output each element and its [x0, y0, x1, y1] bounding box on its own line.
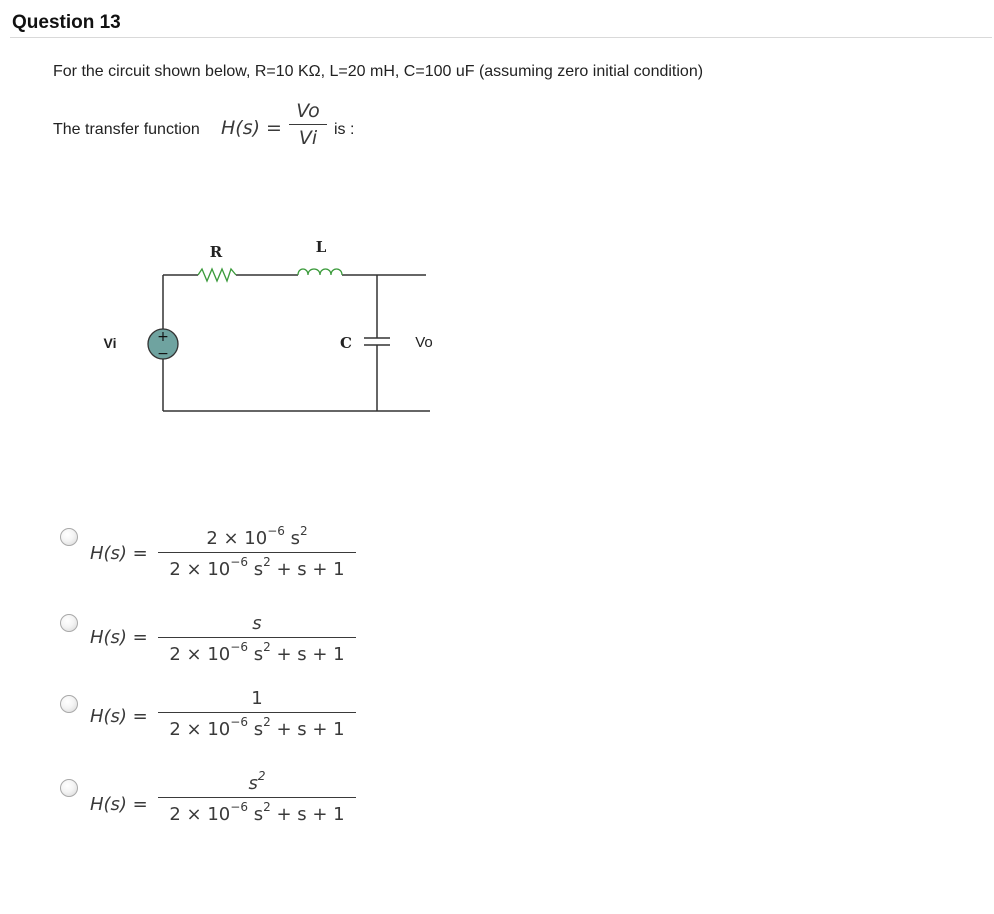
option-numerator: $s^2$ [248, 769, 266, 794]
tf-denominator: Vi [298, 127, 318, 149]
option-denominator: $2 \times 10^{-6}$ $s^2 + s + 1$ [169, 715, 345, 740]
question-statement: For the circuit shown below, R=10 KΩ, L=20 mH, C=100 uF (assuming zero initial condition) [53, 63, 704, 80]
circuit-wires [163, 275, 430, 411]
answer-option-4[interactable] [58, 765, 378, 837]
answer-option-3[interactable] [58, 683, 378, 755]
option-fraction [158, 688, 356, 740]
option-numerator: s [252, 613, 262, 634]
capacitor-label: C [340, 334, 352, 352]
resistor-label: R [209, 243, 223, 261]
source-plus-sign: + [157, 329, 169, 345]
tf-fraction-bar [289, 124, 327, 125]
option-numerator: $2 \times 10^{-6}$ $s^2$ [206, 524, 308, 549]
option-lhs: H(s) = [90, 794, 148, 815]
radio-button[interactable] [60, 695, 78, 713]
question-title: Question 13 [12, 12, 121, 33]
option-fraction [158, 613, 356, 665]
tf-lhs: H(s) = [221, 117, 282, 139]
tf-label: The transfer function [53, 121, 200, 138]
title-divider [10, 37, 992, 38]
option-fraction [158, 524, 356, 580]
option-lhs: H(s) = [90, 627, 148, 648]
tf-numerator: Vo [296, 100, 320, 122]
option-denominator: $2 \times 10^{-6}$ $s^2 + s + 1$ [169, 555, 345, 580]
source-minus-sign: − [157, 346, 169, 362]
resistor-symbol [198, 269, 236, 281]
inductor-label: L [315, 238, 327, 256]
option-fraction-bar [158, 552, 356, 553]
radio-button[interactable] [60, 528, 78, 546]
option-fraction-bar [158, 712, 356, 713]
circuit-diagram [90, 225, 440, 425]
radio-button[interactable] [60, 614, 78, 632]
option-lhs: H(s) = [90, 706, 148, 727]
answer-option-2[interactable] [58, 604, 378, 676]
answer-option-1[interactable] [58, 520, 378, 592]
input-voltage-label: Vi [103, 335, 117, 351]
radio-button[interactable] [60, 779, 78, 797]
option-denominator: $2 \times 10^{-6}$ $s^2 + s + 1$ [169, 640, 345, 665]
tf-suffix: is : [334, 121, 355, 138]
option-numerator: 1 [251, 688, 263, 709]
option-fraction [158, 769, 356, 825]
option-fraction-bar [158, 637, 356, 638]
option-fraction-bar [158, 797, 356, 798]
tf-fraction [289, 100, 327, 149]
option-lhs: H(s) = [90, 543, 148, 564]
option-denominator: $2 \times 10^{-6}$ $s^2 + s + 1$ [169, 800, 345, 825]
output-voltage-label: Vo [415, 334, 433, 351]
inductor-symbol [298, 269, 342, 275]
